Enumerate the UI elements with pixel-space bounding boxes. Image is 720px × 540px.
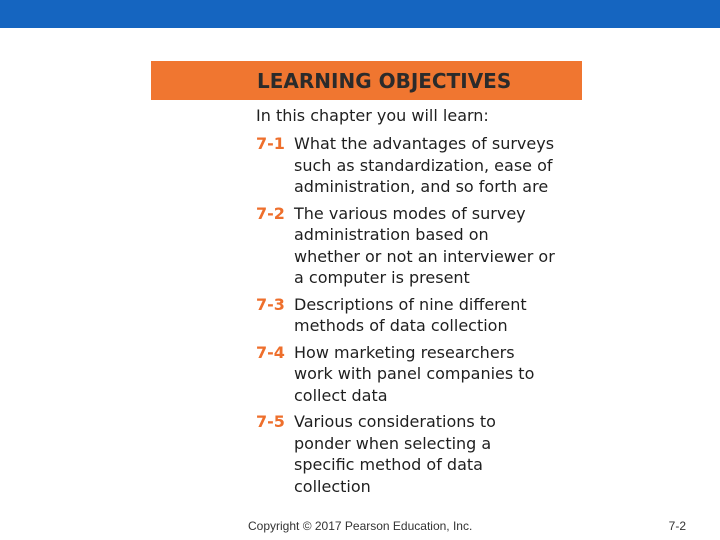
- objective-text: How marketing researchers work with panel companies to collect data: [294, 342, 535, 405]
- objective-item-7-4: [256, 342, 576, 407]
- objective-number: 7-1: [256, 134, 285, 153]
- objective-item-7-1: [256, 133, 576, 198]
- banner-title: LEARNING OBJECTIVES: [257, 69, 512, 93]
- objective-number: 7-2: [256, 203, 285, 223]
- objective-number: 7-5: [256, 412, 285, 431]
- objective-item-7-5: [256, 411, 576, 497]
- objective-number: 7-3: [256, 294, 285, 314]
- top-accent-bar: [0, 0, 720, 28]
- objective-text: Various considerations to ponder when selecting a specific method of data collection: [294, 412, 496, 496]
- objective-text: Descriptions of nine different methods of data collection: [294, 294, 527, 335]
- objective-item-7-2: [256, 203, 576, 289]
- intro-text: In this chapter you will learn:: [256, 106, 489, 125]
- copyright-footer: Copyright © 2017 Pearson Education, Inc.: [248, 519, 473, 533]
- objective-text: The various modes of survey administration based on whether or not an interviewer or a computer is present: [294, 203, 555, 287]
- learning-objectives-banner: [151, 61, 582, 100]
- objective-item-7-3: [256, 294, 576, 337]
- objective-text: What the advantages of surveys such as standardization, ease of administration, and so forth are: [294, 134, 555, 196]
- slide-number: 7-2: [668, 519, 686, 533]
- objective-number: 7-4: [256, 342, 285, 362]
- objectives-list: [256, 133, 576, 502]
